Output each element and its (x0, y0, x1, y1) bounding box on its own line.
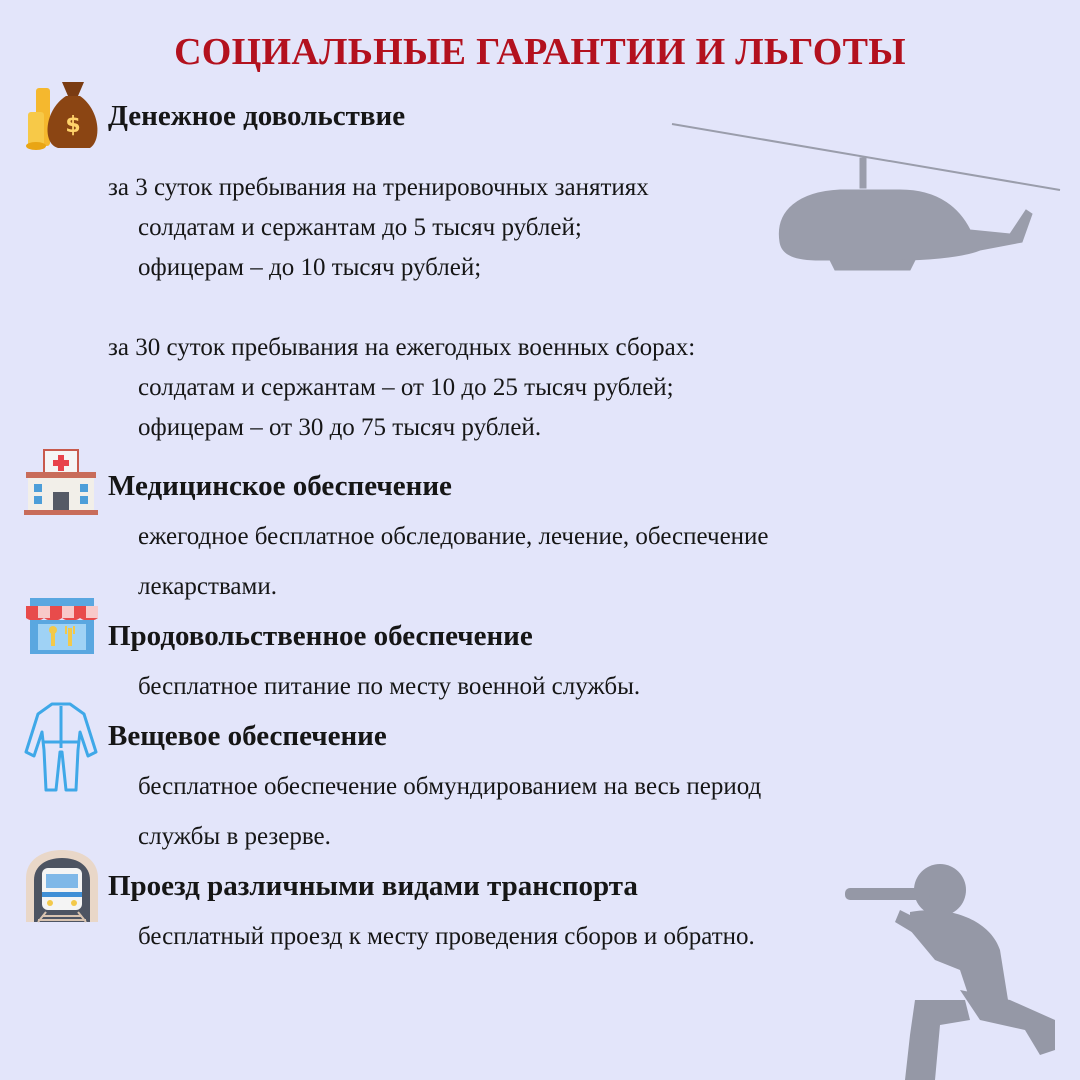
food-line: бесплатное питание по месту военной службы. (138, 673, 641, 700)
medical-line: ежегодное бесплатное обследование, лечение, обеспечение (138, 523, 769, 550)
monetary-line: за 3 суток пребывания на тренировочных занятиях (108, 174, 649, 201)
cafe-icon (24, 596, 100, 658)
svg-text:$: $ (65, 113, 81, 138)
train-icon (24, 848, 100, 924)
monetary-line: солдатам и сержантам до 5 тысяч рублей; (138, 214, 582, 241)
clothing-line: службы в резерве. (138, 823, 331, 850)
heading-clothing: Вещевое обеспечение (108, 720, 387, 752)
heading-food: Продовольственное обеспечение (108, 620, 533, 652)
monetary-line: офицерам – от 30 до 75 тысяч рублей. (138, 414, 542, 441)
money-bag-icon (22, 80, 100, 152)
soldier-silhouette (840, 850, 1070, 1080)
hospital-icon (24, 448, 98, 516)
heading-medical: Медицинское обеспечение (108, 470, 452, 502)
helicopter-silhouette (660, 110, 1070, 280)
monetary-line: офицерам – до 10 тысяч рублей; (138, 254, 482, 281)
monetary-line: за 30 суток пребывания на ежегодных военных сборах: (108, 334, 696, 361)
clothing-line: бесплатное обеспечение обмундированием на весь период (138, 773, 762, 800)
monetary-line: солдатам и сержантам – от 10 до 25 тысяч рублей; (138, 374, 674, 401)
uniform-icon (24, 700, 98, 794)
medical-line: лекарствами. (138, 573, 277, 600)
page-title: СОЦИАЛЬНЫЕ ГАРАНТИИ И ЛЬГОТЫ (174, 31, 906, 73)
transport-line: бесплатный проезд к месту проведения сборов и обратно. (138, 923, 755, 950)
heading-transport: Проезд различными видами транспорта (108, 870, 638, 902)
heading-monetary: Денежное довольствие (108, 100, 406, 132)
